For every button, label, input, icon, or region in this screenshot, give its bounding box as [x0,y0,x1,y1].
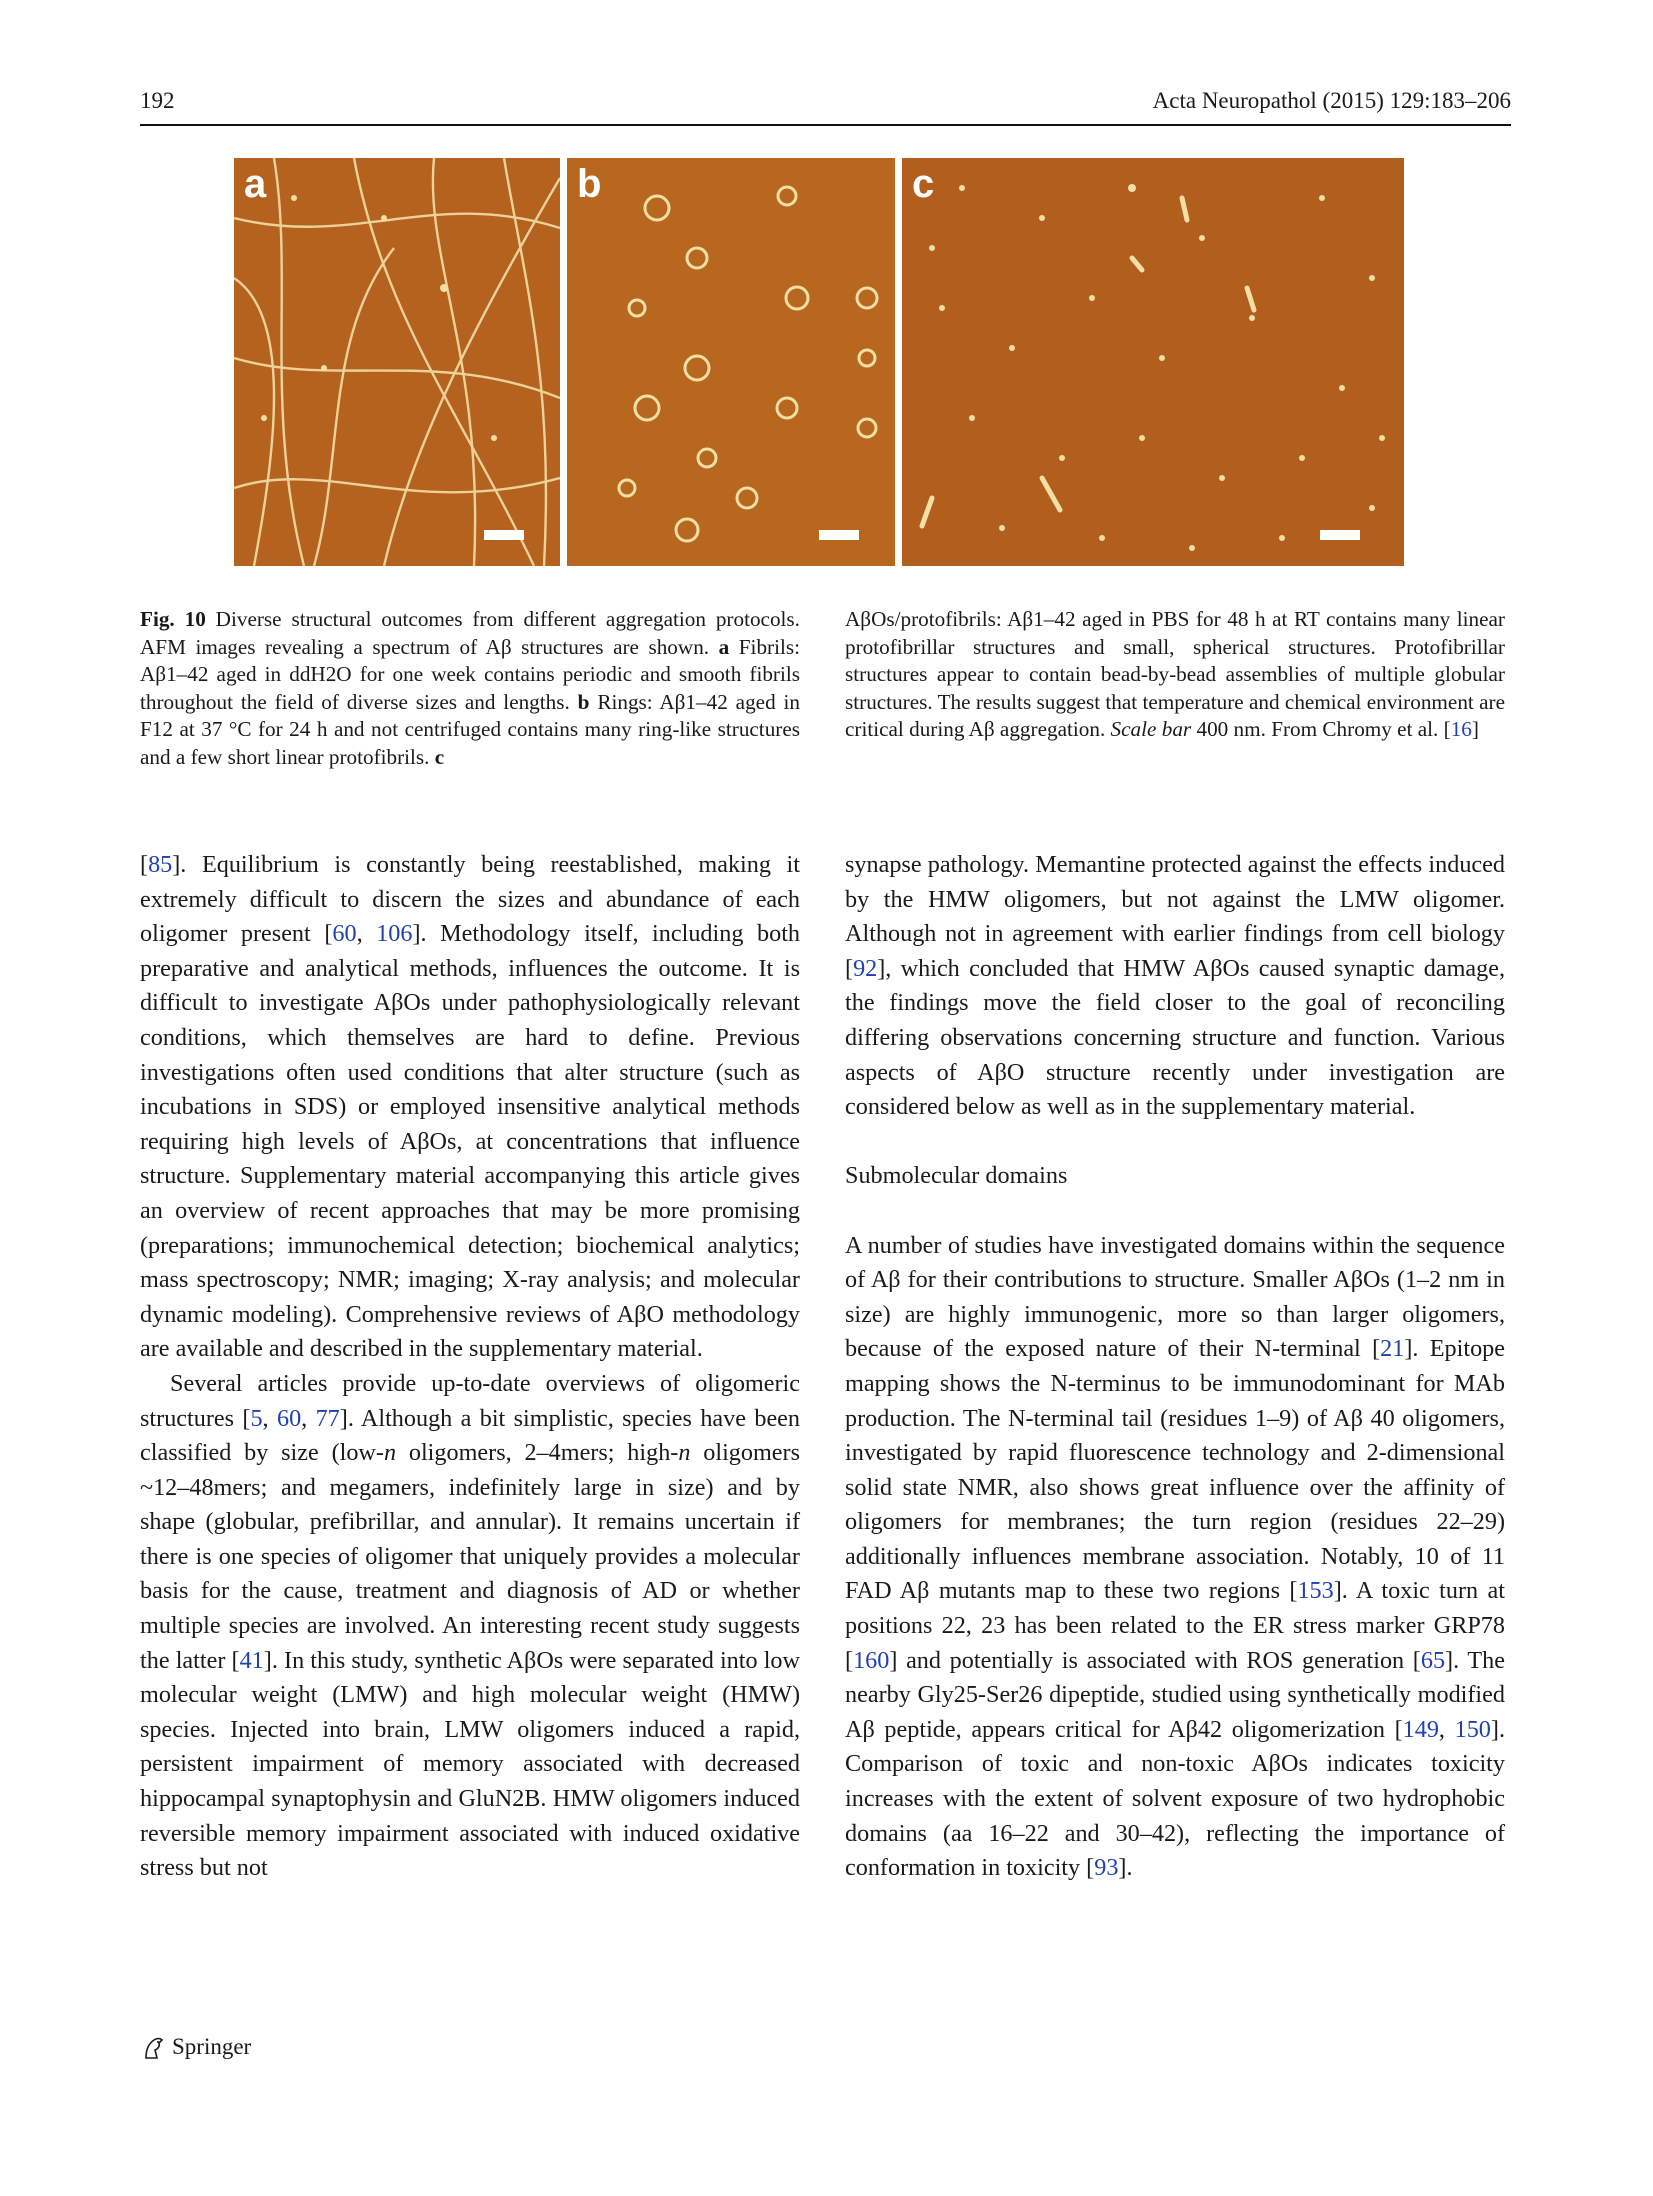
reference-link[interactable]: 160 [853,1646,890,1674]
reference-link[interactable]: 150 [1454,1715,1491,1743]
reference-link[interactable]: 41 [239,1646,264,1674]
afm-panel-c [902,158,1404,566]
reference-link[interactable]: 106 [376,920,413,948]
afm-fibrils-image [234,158,560,566]
section-heading: Submolecular domains [845,1162,1068,1190]
figure-caption-left: Fig. 10 Diverse structural outcomes from different aggregation protocols. AFM images revealing a spectrum of Aβ structures are shown. a Fibrils: Aβ1–42 aged in ddH2O for one week contains periodic and smooth fibrils throughout the field of diverse sizes and lengths. b Rings: Aβ1–42 aged in F12 at 37 °C for 24 h and not centrifuged contains many ring-like structures and a few short linear protofibrils. c [140,607,800,769]
caption-label: Fig. 10 [140,607,206,631]
reference-link[interactable]: 60 [332,920,357,948]
afm-rings-image [567,158,895,566]
scale-bar [819,530,859,540]
page-footer [140,2034,251,2060]
page-number: 192 [140,88,175,113]
journal-citation: Acta Neuropathol (2015) 129:183–206 [1152,88,1511,113]
publisher-name: Springer [172,2034,252,2059]
afm-panel-a [234,158,560,566]
reference-link[interactable]: 77 [315,1404,340,1432]
reference-link[interactable]: 85 [148,851,173,878]
reference-link[interactable]: 5 [250,1404,263,1432]
reference-link[interactable]: 21 [1380,1335,1405,1363]
scale-bar [1320,530,1360,540]
reference-link[interactable]: 60 [276,1404,302,1432]
reference-link[interactable]: 92 [853,954,878,982]
scale-bar [484,530,524,540]
reference-link[interactable]: 149 [1402,1715,1439,1743]
paragraph: [85]. Equilibrium is constantly being reestablished, making it extremely difficult to discern the sizes and abundance of each oligomer present [60, 106]. Methodology itself, including both preparative and analytical methods, influences the outcome. It is difficult to investigate AβOs under pathophysiologically relevant conditions, which themselves are hard to define. Previous investigations often used conditions that alter structure (such as incubations in SDS) or employed insensitive analytical methods requiring high levels of AβOs, at concentrations that influence structure. Supplementary material accompanying this article gives an overview of recent approaches that may be more promising (preparations; immunochemical detection; biochemical analytics; mass spectroscopy; NMR; imaging; X-ray analysis; and molecular dynamic modeling). Comprehensive reviews of AβO methodology are available and described in the supplementary material. [140,851,801,1363]
afm-protofibrils-image [902,158,1404,566]
reference-link[interactable]: 65 [1420,1646,1446,1674]
page-header [140,88,1511,126]
afm-panel-b [567,158,895,566]
paragraph: A number of studies have investigated domains within the sequence of Aβ for their contributions to structure. Smaller AβOs (1–2 nm in size) are highly immunogenic, more so than larger oligomers, because of the exposed nature of their N-terminal [21]. Epitope mapping shows the N-terminus to be immunodominant for MAb production. The N-terminal tail (residues 1–9) of Aβ 40 oligomers, investigated by rapid fluorescence technology and 2-dimensional solid state NMR, also shows great influence over the affinity of oligomers for membranes; the turn region (residues 22–29) additionally influences membrane association. Notably, 10 of 11 FAD Aβ mutants map to these two regions [153]. A toxic turn at positions 22, 23 has been related to the ER stress marker GRP78 [160] and potentially is associated with ROS generation [65]. The nearby Gly25-Ser26 dipeptide, studied using synthetically modified Aβ peptide, appears critical for Aβ42 oligomerization [149, 150]. Comparison of toxic and non-toxic AβOs indicates toxicity increases with the extent of solvent exposure of two hydrophobic domains (aa 16–22 and 30–42), reflecting the importance of conformation in toxicity [93]. [845,1231,1505,1882]
figure-caption-right: AβOs/protofibrils: Aβ1–42 aged in PBS for 48 h at RT contains many linear protofibrillar structures and small, spherical structures. Protofibrillar structures appear to contain bead-by-bead assemblies of multiple globular structures. The results suggest that temperature and chemical environment are critical during Aβ aggregation. Scale bar 400 nm. From Chromy et al. [16] [845,607,1505,741]
panel-label-a: a [244,162,267,206]
reference-link[interactable]: 153 [1297,1577,1334,1605]
reference-link[interactable]: 93 [1094,1854,1119,1882]
reference-link[interactable]: 16 [1450,717,1472,741]
panel-label-b: b [577,162,602,206]
paragraph: synapse pathology. Memantine protected against the effects induced by the HMW oligomers, but not against the LMW oligomer. Although not in agreement with earlier findings from cell biology [92], which concluded that HMW AβOs caused synaptic damage, the findings move the field closer to the goal of reconciling differing observations concerning structure and function. Various aspects of AβO structure recently under investigation are considered below as well as in the supplementary material. [845,851,1505,1121]
panel-label-c: c [912,162,935,206]
body-column-right [845,848,1505,1886]
springer-horse-icon [140,2034,166,2060]
paragraph: Several articles provide up-to-date overviews of oligomeric structures [5, 60, 77]. Although a bit simplistic, species have been classified by size (low-n oligomers, 2–4mers; high-n oligomers ~12–48mers; and megamers, indefinitely large in size) and by shape (globular, prefibrillar, and annular). It remains uncertain if there is one species of oligomer that uniquely provides a molecular basis for the cause, treatment and diagnosis of AD or whether multiple species are involved. An interesting recent study suggests the latter [41]. In this study, synthetic AβOs were separated into low molecular weight (LMW) and high molecular weight (HMW) species. Injected into brain, LMW oligomers induced a rapid, persistent impairment of memory associated with decreased hippocampal synaptophysin and GluN2B. HMW oligomers induced reversible memory impairment associated with induced oxidative stress but not [140,1369,801,1882]
body-column-left [140,848,800,1886]
figure-10 [234,158,1404,566]
